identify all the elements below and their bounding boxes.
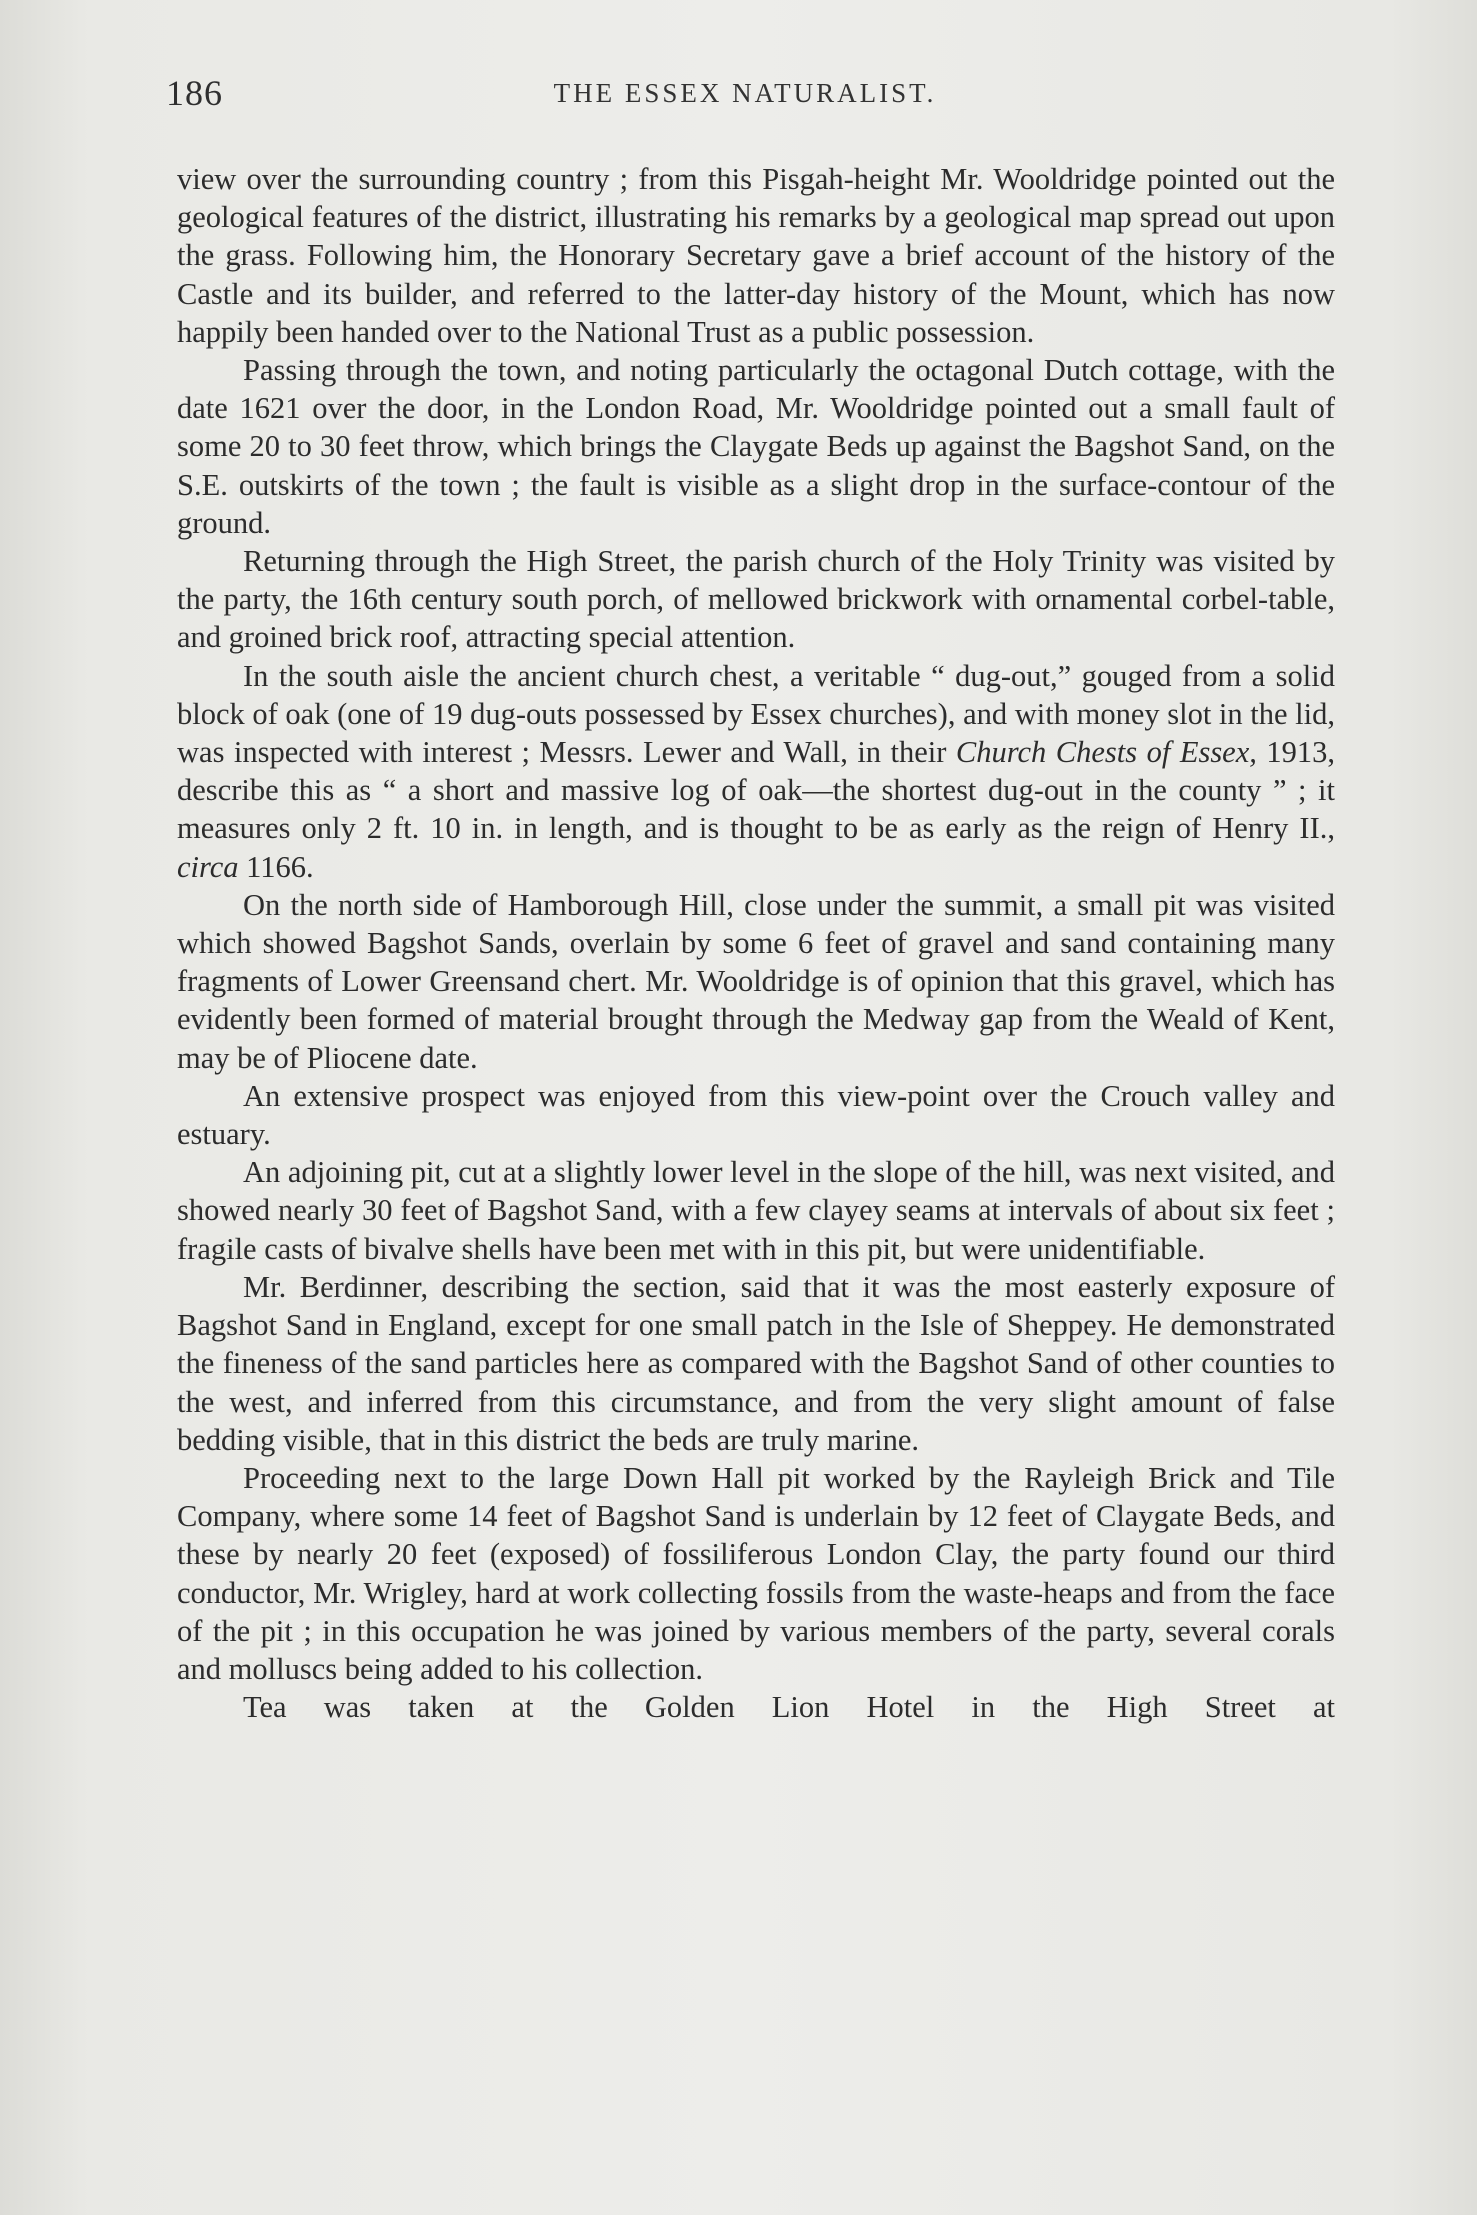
- paragraph: Returning through the High Street, the parish church of the Holy Trinity was visited by the party, the 16th century south porch, of mellowed brickwork with ornamental corbel-table, and groined brick roof, attracting special attention.: [177, 544, 1335, 655]
- paragraph-text: In the south aisle the ancient church chest, a veritable “ dug-out,” gouged from a solid block of oak (one of 19 dug-outs possessed by Essex churches), and with money slot in the lid, was inspected with interest ; Messrs. Lewer and Wall, in their: [177, 658, 1335, 770]
- body-text: [177, 160, 1335, 1726]
- paragraph-text: 1166.: [238, 849, 314, 884]
- paragraph: Proceeding next to the large Down Hall pit worked by the Rayleigh Brick and Tile Company, where some 14 feet of Bagshot Sand is underlain by 12 feet of Claygate Beds, and these by nearly 20 feet (exposed) of fossiliferous London Clay, the party found our third conductor, Mr. Wrigley, hard at work collecting fossils from the waste-heaps and from the face of the pit ; in this occupation he was joined by various members of the party, several corals and molluscs being added to his collection.: [177, 1460, 1335, 1686]
- paragraph-with-citation: [177, 657, 1335, 886]
- paragraph: Passing through the town, and noting particularly the octagonal Dutch cottage, with the date 1621 over the door, in the London Road, Mr. Wooldridge pointed out a small fault of some 20 to 30 feet throw, which brings the Claygate Beds up against the Bagshot Sand, on the S.E. outskirts of the town ; the fault is visible as a slight drop in the surface-contour of the ground.: [177, 353, 1335, 540]
- paragraph: An extensive prospect was enjoyed from this view-point over the Crouch valley and estuary.: [177, 1078, 1335, 1152]
- page-header: [166, 72, 1324, 132]
- running-title: THE ESSEX NATURALIST.: [553, 78, 937, 108]
- paragraph: On the north side of Hamborough Hill, close under the summit, a small pit was visited which showed Bagshot Sands, overlain by some 6 feet of gravel and sand containing many fragments of Lower Greensand chert. Mr. Wooldridge is of opinion that this gravel, which has evidently been formed of material brought through the Medway gap from the Weald of Kent, may be of Pliocene date.: [177, 887, 1335, 1075]
- paragraph-continued: Tea was taken at the Golden Lion Hotel in the High Street at: [243, 1690, 1335, 1725]
- paragraph: Mr. Berdinner, describing the section, said that it was the most easterly exposure of Bagshot Sand in England, except for one small patch in the Isle of Sheppey. He demonstrated the fineness of the sand particles here as compared with the Bagshot Sand of other counties to the west, and inferred from this circumstance, and from the very slight amount of false bedding visible, that in this district the beds are truly marine.: [177, 1269, 1335, 1457]
- paragraph: An adjoining pit, cut at a slightly lower level in the slope of the hill, was next visited, and showed nearly 30 feet of Bagshot Sand, with a few clayey seams at intervals of about six feet ; fragile casts of bivalve shells have been met with in this pit, but were unidentifiable.: [177, 1155, 1335, 1266]
- paragraph: view over the surrounding country ; from this Pisgah-height Mr. Wooldridge pointed out the geological features of the district, illustrating his remarks by a geological map spread out upon the grass. Following him, the Honorary Secretary gave a brief account of the history of the Castle and its builder, and referred to the latter-day history of the Mount, which has now happily been handed over to the National Trust as a public possession.: [177, 162, 1335, 349]
- circa-italic: circa: [177, 849, 239, 884]
- page-number: 186: [166, 73, 223, 113]
- book-title-italic: Church Chests of Essex,: [955, 735, 1257, 770]
- paragraph-text: 1913, describe this as “ a short and massive log of oak—the shortest dug-out in the county ” ; it measures only 2 ft. 10 in. in length, and is thought to be as early as the reign of Henry II.,: [177, 735, 1336, 846]
